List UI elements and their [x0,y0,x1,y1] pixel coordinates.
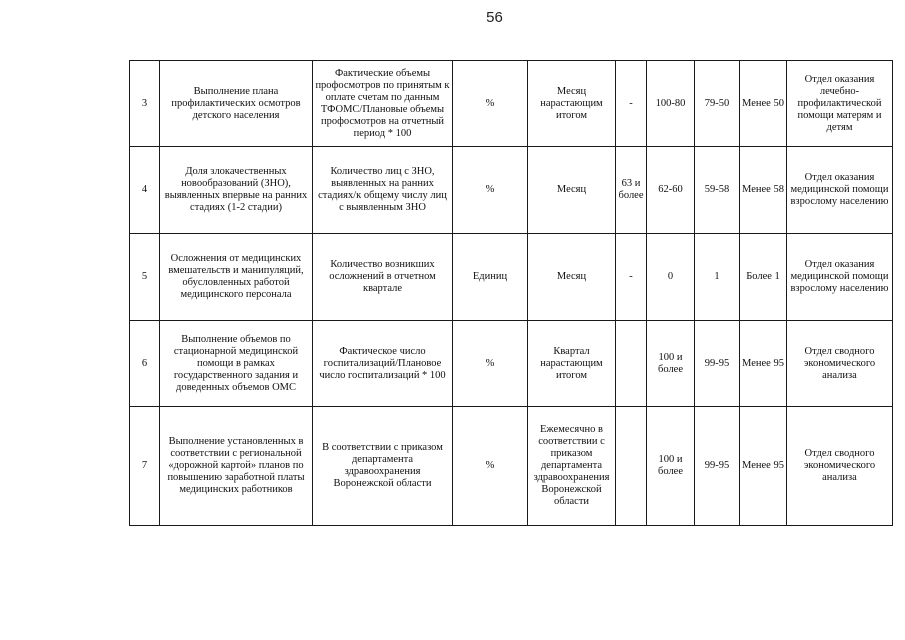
value-cell-1 [616,321,647,407]
row-number: 6 [130,321,160,407]
page-number: 56 [486,9,503,26]
department-cell: Отдел сводного экономического анализа [787,321,893,407]
formula-cell: Фактические объемы профосмотров по принятым к оплате счетам по данным ТФОМС/Плановые объемы профосмотров на отчетный период * 100 [313,61,453,147]
period-cell: Месяц нарастающим итогом [528,61,616,147]
formula-cell: Фактическое число госпитализаций/Плановое число госпитализаций * 100 [313,321,453,407]
department-cell: Отдел оказания медицинской помощи взрослому населению [787,147,893,234]
value-cell-4: Менее 95 [740,407,787,526]
department-cell: Отдел сводного экономического анализа [787,407,893,526]
row-number: 3 [130,61,160,147]
value-cell-2: 100-80 [647,61,695,147]
value-cell-3: 99-95 [695,407,740,526]
table-row [130,321,893,407]
value-cell-4: Менее 95 [740,321,787,407]
unit-cell: % [453,407,528,526]
row-number: 7 [130,407,160,526]
indicators-table [129,60,893,526]
row-number: 5 [130,234,160,321]
indicator-cell: Осложнения от медицинских вмешательств и манипуляций, обусловленных работой медицинского персонала [160,234,313,321]
department-cell: Отдел оказания медицинской помощи взрослому населению [787,234,893,321]
value-cell-4: Менее 58 [740,147,787,234]
value-cell-2: 0 [647,234,695,321]
indicator-cell: Доля злокачественных новообразований (ЗНО), выявленных впервые на ранних стадиях (1-2 стадии) [160,147,313,234]
value-cell-3: 79-50 [695,61,740,147]
period-cell: Ежемесячно в соответствии с приказом департамента здравоохранения Воронежской области [528,407,616,526]
value-cell-1: 63 и более [616,147,647,234]
table-row [130,147,893,234]
value-cell-3: 99-95 [695,321,740,407]
unit-cell: % [453,61,528,147]
period-cell: Месяц [528,147,616,234]
table-row [130,234,893,321]
unit-cell: % [453,321,528,407]
table-row [130,407,893,526]
indicator-cell: Выполнение плана профилактических осмотров детского населения [160,61,313,147]
value-cell-2: 100 и более [647,321,695,407]
formula-cell: В соответствии с приказом департамента здравоохранения Воронежской области [313,407,453,526]
value-cell-1 [616,407,647,526]
indicator-cell: Выполнение установленных в соответствии с региональной «дорожной картой» планов по повышению заработной платы медицинских работников [160,407,313,526]
value-cell-1: - [616,61,647,147]
unit-cell: Единиц [453,234,528,321]
row-number: 4 [130,147,160,234]
formula-cell: Количество возникших осложнений в отчетном квартале [313,234,453,321]
table-row [130,61,893,147]
indicator-cell: Выполнение объемов по стационарной медицинской помощи в рамках государственного задания и доведенных объемов ОМС [160,321,313,407]
period-cell: Месяц [528,234,616,321]
value-cell-2: 62-60 [647,147,695,234]
value-cell-4: Более 1 [740,234,787,321]
period-cell: Квартал нарастающим итогом [528,321,616,407]
department-cell: Отдел оказания лечебно-профилактической помощи матерям и детям [787,61,893,147]
value-cell-4: Менее 50 [740,61,787,147]
value-cell-1: - [616,234,647,321]
value-cell-3: 59-58 [695,147,740,234]
unit-cell: % [453,147,528,234]
formula-cell: Количество лиц с ЗНО, выявленных на ранних стадиях/к общему числу лиц с выявленным ЗНО [313,147,453,234]
value-cell-2: 100 и более [647,407,695,526]
value-cell-3: 1 [695,234,740,321]
